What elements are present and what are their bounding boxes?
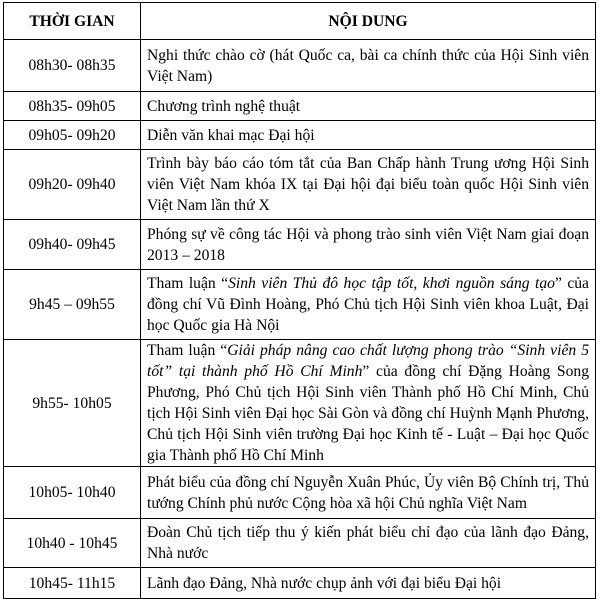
content-text: Đoàn Chủ tịch tiếp thu ý kiến phát biểu chỉ đạo của lãnh đạo Đảng, Nhà nước [147,524,589,562]
time-cell: 09h40- 09h45 [4,220,141,270]
table-row [4,92,596,121]
table-row [4,519,596,568]
time-cell: 08h30- 08h35 [4,40,141,92]
time-cell: 10h05- 10h40 [4,467,141,519]
time-cell: 9h55- 10h05 [4,340,141,467]
table-row [4,340,596,467]
content-text: Tham luận “ [147,275,229,292]
content-italic-text: Sinh viên Thủ đô học tập tốt, khơi nguồn sáng tạo [228,275,555,292]
time-cell: 09h20- 09h40 [4,150,141,220]
content-cell [141,40,596,92]
time-cell: 10h45- 11h15 [4,568,141,599]
table-row [4,270,596,340]
content-cell [141,568,596,599]
content-cell [141,270,596,340]
content-text: Tham luận “ [147,342,228,359]
content-italic-text: Giải pháp nâng cao chất lượng phong trào “Sinh viên 5 tốt” tại thành phố Hồ Chí Minh [147,342,589,380]
content-cell [141,92,596,121]
header-content: NỘI DUNG [141,3,596,40]
content-cell [141,121,596,150]
header-time: THỜI GIAN [4,3,141,40]
content-text: Lãnh đạo Đảng, Nhà nước chụp ảnh với đại biểu Đại hội [147,574,502,592]
content-text: Chương trình nghệ thuật [147,97,301,115]
table-row [4,121,596,150]
content-text: Phóng sự về công tác Hội và phong trào sinh viên Việt Nam giai đoạn 2013 – 2018 [147,225,589,264]
content-cell [141,467,596,519]
table-row [4,467,596,519]
content-cell [141,150,596,220]
content-text: Diễn văn khai mạc Đại hội [147,126,315,144]
content-text: Trình bày báo cáo tóm tắt của Ban Chấp hành Trung ương Hội Sinh viên Việt Nam khóa IX tại Đại hội đại biểu toàn quốc Hội Sinh viên Việt Nam lần thứ X [147,155,589,214]
table-header-row [4,3,596,40]
program-table [3,2,596,599]
table-row [4,568,596,599]
table-row [4,150,596,220]
time-cell: 10h40 - 10h45 [4,519,141,568]
content-text: Phát biểu của đồng chí Nguyễn Xuân Phúc, Ủy viên Bộ Chính trị, Thủ tướng Chính phủ nước Cộng hòa xã hội Chủ nghĩa Việt Nam [147,473,589,512]
time-cell: 09h05- 09h20 [4,121,141,150]
content-text: Nghi thức chào cờ (hát Quốc ca, bài ca chính thức của Hội Sinh viên Việt Nam) [147,46,589,85]
content-text-after: ” của đồng chí Đặng Hoàng Song Phương, Phó Chủ tịch Hội Sinh viên Thành phố Hồ Chí Minh, Chủ tịch Hội Sinh viên Đại học Sài Gòn và đồng chí Huỳnh Mạnh Phương, Chủ tịch Hội Sinh viên trường Đại học Kinh tế - Luật – Đại học Quốc gia Thành phố Hồ Chí Minh [147,363,590,464]
content-cell [141,519,596,568]
time-cell: 08h35- 09h05 [4,92,141,121]
table-row [4,220,596,270]
time-cell: 9h45 – 09h55 [4,270,141,340]
content-cell [141,220,596,270]
content-cell [141,340,596,467]
content-text-after: ” của đồng chí Vũ Đình Hoàng, Phó Chủ tịch Hội Sinh viên khoa Luật, Đại học Quốc gia Hà Nội [147,275,589,334]
table-row [4,40,596,92]
